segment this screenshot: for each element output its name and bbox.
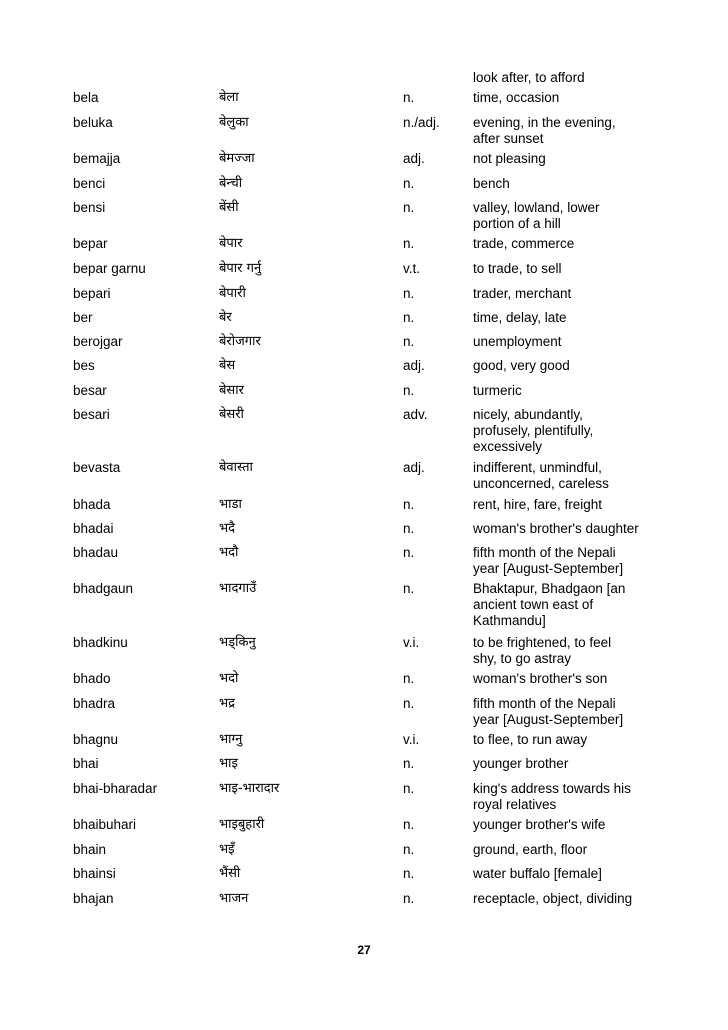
entry-devanagari: बेस — [219, 358, 236, 373]
entry-part-of-speech: n. — [403, 383, 415, 398]
entry-part-of-speech: n. — [403, 756, 415, 771]
definition-line: to trade, to sell — [473, 261, 562, 276]
entry-devanagari: बेपारी — [219, 286, 246, 301]
entry-devanagari: भैंसी — [219, 866, 241, 881]
entry-devanagari: बेरोजगार — [219, 334, 261, 349]
definition-line: good, very good — [473, 358, 570, 373]
definition-line: indifferent, unmindful, — [473, 460, 602, 475]
entry-headword: bela — [73, 90, 99, 105]
continued-definition-line: look after, to afford — [473, 70, 585, 85]
definition-line: time, delay, late — [473, 310, 567, 325]
definition-line: bench — [473, 176, 510, 191]
definition-line: fifth month of the Nepali — [473, 696, 616, 711]
entry-devanagari: भाग्नु — [219, 732, 243, 747]
entry-devanagari: बेला — [219, 90, 239, 105]
entry-definition — [473, 842, 673, 858]
entry-headword: bhain — [73, 842, 107, 857]
definition-line: after sunset — [473, 131, 544, 146]
entry-definition — [473, 635, 673, 667]
definition-line: portion of a hill — [473, 216, 561, 231]
entry-part-of-speech: n. — [403, 310, 415, 325]
entry-headword: bhado — [73, 671, 111, 686]
entry-part-of-speech: n. — [403, 842, 415, 857]
definition-line: unemployment — [473, 334, 562, 349]
entry-headword: bhajan — [73, 891, 114, 906]
entry-definition — [473, 383, 673, 399]
definition-line: ancient town east of — [473, 597, 594, 612]
definition-line: younger brother — [473, 756, 569, 771]
entry-headword: berojgar — [73, 334, 123, 349]
entry-devanagari: भादगाउँ — [219, 581, 257, 596]
definition-line: woman's brother's son — [473, 671, 608, 686]
entry-devanagari: भद्र — [219, 696, 236, 711]
entry-definition — [473, 891, 673, 907]
entry-definition — [473, 671, 673, 687]
entry-part-of-speech: adj. — [403, 358, 425, 373]
entry-definition — [473, 866, 673, 882]
entry-headword: bevasta — [73, 460, 121, 475]
entry-part-of-speech: n. — [403, 817, 415, 832]
definition-line: nicely, abundantly, — [473, 407, 583, 422]
entry-definition — [473, 696, 673, 728]
entry-definition — [473, 732, 673, 748]
definition-line: year [August-September] — [473, 561, 624, 576]
definition-line: profusely, plentifully, — [473, 423, 594, 438]
entry-headword: besari — [73, 407, 110, 422]
entry-part-of-speech: adj. — [403, 460, 425, 475]
entry-part-of-speech: n. — [403, 671, 415, 686]
entry-definition — [473, 176, 673, 192]
entry-definition — [473, 286, 673, 302]
definition-line: royal relatives — [473, 797, 557, 812]
entry-devanagari: बेर — [219, 310, 232, 325]
entry-part-of-speech: n./adj. — [403, 115, 440, 130]
entry-part-of-speech: n. — [403, 696, 415, 711]
entry-headword: bhai-bharadar — [73, 781, 158, 796]
definition-line: shy, to go astray — [473, 651, 572, 666]
entry-definition — [473, 200, 673, 232]
entry-headword: benci — [73, 176, 106, 191]
definition-line: valley, lowland, lower — [473, 200, 600, 215]
entry-part-of-speech: n. — [403, 891, 415, 906]
entry-definition — [473, 90, 673, 106]
entry-part-of-speech: n. — [403, 200, 415, 215]
entry-definition — [473, 817, 673, 833]
definition-line: not pleasing — [473, 151, 546, 166]
entry-devanagari: बेमज्जा — [219, 151, 255, 166]
entry-headword: bhai — [73, 756, 99, 771]
entry-devanagari: भाइ — [219, 756, 238, 771]
entry-devanagari: बेपार — [219, 236, 243, 251]
entry-part-of-speech: n. — [403, 545, 415, 560]
entry-headword: bhadai — [73, 521, 114, 536]
entry-definition — [473, 310, 673, 326]
entry-part-of-speech: n. — [403, 866, 415, 881]
definition-line: fifth month of the Nepali — [473, 545, 616, 560]
definition-line: Kathmandu] — [473, 613, 546, 628]
entry-devanagari: बेलुका — [219, 115, 249, 130]
definition-line: Bhaktapur, Bhadgaon [an — [473, 581, 626, 596]
entry-headword: bepar garnu — [73, 261, 146, 276]
entry-part-of-speech: n. — [403, 90, 415, 105]
entry-headword: bhaibuhari — [73, 817, 137, 832]
definition-line: king's address towards his — [473, 781, 631, 796]
entry-part-of-speech: n. — [403, 176, 415, 191]
entry-headword: bes — [73, 358, 95, 373]
entry-headword: bensi — [73, 200, 106, 215]
definition-line: time, occasion — [473, 90, 560, 105]
entry-definition — [473, 545, 673, 577]
definition-line: to be frightened, to feel — [473, 635, 612, 650]
entry-headword: bhadra — [73, 696, 116, 711]
entry-headword: bhadgaun — [73, 581, 134, 596]
entry-headword: beluka — [73, 115, 113, 130]
entry-definition — [473, 497, 673, 513]
entry-part-of-speech: n. — [403, 581, 415, 596]
entry-part-of-speech: n. — [403, 286, 415, 301]
entry-devanagari: बेपार गर्नु — [219, 261, 262, 276]
definition-line: evening, in the evening, — [473, 115, 616, 130]
definition-line: unconcerned, careless — [473, 476, 609, 491]
definition-line: ground, earth, floor — [473, 842, 588, 857]
entry-definition — [473, 151, 673, 167]
entry-headword: bhagnu — [73, 732, 119, 747]
entry-headword: bepar — [73, 236, 108, 251]
entry-definition — [473, 756, 673, 772]
entry-devanagari: बेवास्ता — [219, 460, 253, 475]
entry-devanagari: भदै — [219, 521, 236, 536]
entry-devanagari: भाडा — [219, 497, 242, 512]
entry-devanagari: बेसार — [219, 383, 244, 398]
entry-devanagari: भदौ — [219, 545, 239, 560]
entry-headword: besar — [73, 383, 107, 398]
entry-devanagari: भड्किनु — [219, 635, 256, 650]
entry-part-of-speech: v.i. — [403, 635, 420, 650]
entry-definition — [473, 521, 673, 537]
entry-part-of-speech: n. — [403, 781, 415, 796]
entry-headword: bhadkinu — [73, 635, 128, 650]
definition-line: rent, hire, fare, freight — [473, 497, 603, 512]
entry-definition — [473, 581, 673, 629]
entry-headword: bepari — [73, 286, 111, 301]
entry-devanagari: भाइबुहारी — [219, 817, 265, 832]
entry-part-of-speech: v.i. — [403, 732, 420, 747]
entry-definition — [473, 115, 673, 147]
entry-devanagari: बेंसी — [219, 200, 239, 215]
entry-devanagari: बेन्ची — [219, 176, 243, 191]
entry-headword: bhadau — [73, 545, 119, 560]
definition-line: excessively — [473, 439, 543, 454]
definition-line: receptacle, object, dividing — [473, 891, 633, 906]
page-number: 27 — [357, 943, 371, 957]
definition-line: woman's brother's daughter — [473, 521, 639, 536]
entry-definition — [473, 236, 673, 252]
entry-definition — [473, 407, 673, 455]
entry-devanagari: बेसरी — [219, 407, 244, 422]
entry-definition — [473, 781, 673, 813]
entry-devanagari: भदो — [219, 671, 239, 686]
entry-part-of-speech: adj. — [403, 151, 425, 166]
entry-headword: bhainsi — [73, 866, 116, 881]
definition-line: year [August-September] — [473, 712, 624, 727]
entry-definition — [473, 460, 673, 492]
entry-part-of-speech: n. — [403, 497, 415, 512]
entry-part-of-speech: n. — [403, 521, 415, 536]
definition-line: trader, merchant — [473, 286, 572, 301]
entry-definition — [473, 358, 673, 374]
entry-part-of-speech: adv. — [403, 407, 428, 422]
entry-headword: ber — [73, 310, 93, 325]
entry-devanagari: भाइ-भारादार — [219, 781, 280, 796]
definition-line: younger brother's wife — [473, 817, 606, 832]
entry-headword: bemajja — [73, 151, 121, 166]
entry-part-of-speech: v.t. — [403, 261, 421, 276]
entry-headword: bhada — [73, 497, 111, 512]
entry-definition — [473, 334, 673, 350]
definition-line: water buffalo [female] — [473, 866, 602, 881]
definition-line: trade, commerce — [473, 236, 575, 251]
entry-part-of-speech: n. — [403, 334, 415, 349]
definition-line: to flee, to run away — [473, 732, 588, 747]
definition-line: turmeric — [473, 383, 522, 398]
entry-devanagari: भइँ — [219, 842, 235, 857]
entry-part-of-speech: n. — [403, 236, 415, 251]
entry-devanagari: भाजन — [219, 891, 249, 906]
entry-definition — [473, 261, 673, 277]
